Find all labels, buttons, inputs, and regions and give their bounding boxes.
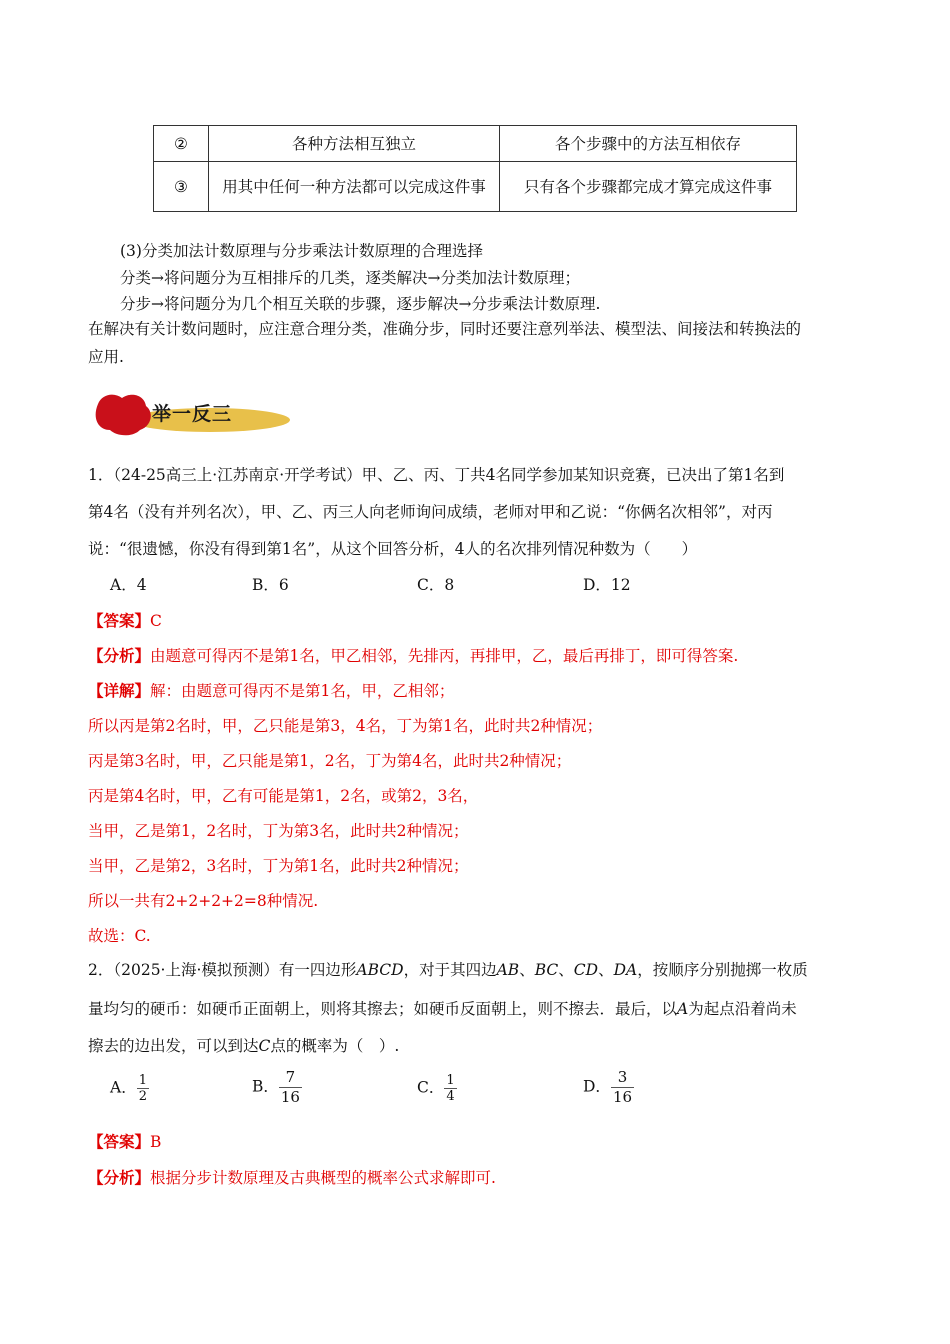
- detail-line: [88, 679, 454, 701]
- answer-value: B: [150, 1133, 162, 1151]
- detail-text: 解：由题意可得丙不是第1名，甲，乙相邻；: [150, 682, 455, 700]
- answer-line: [88, 609, 162, 631]
- table-cell: 各个步骤中的方法互相依存: [500, 126, 797, 162]
- table-cell: 各种方法相互独立: [209, 126, 500, 162]
- analysis-text: 根据分步计数原理及古典概型的概率公式求解即可.: [150, 1169, 496, 1187]
- solution-step: 当甲，乙是第2，3名时，丁为第1名，此时共2种情况；: [88, 857, 469, 875]
- section-title: (3)分类加法计数原理与分步乘法计数原理的合理选择: [120, 242, 483, 260]
- table-cell: 只有各个步骤都完成才算完成这件事: [500, 162, 797, 212]
- row-number: ③: [154, 162, 209, 212]
- solution-step: 丙是第4名时，甲，乙有可能是第1，2名，或第2，3名，: [88, 787, 479, 805]
- point-label: A: [677, 1000, 689, 1018]
- text-line: 分步→将问题分为几个相互关联的步骤，逐步解决→分步乘法计数原理.: [120, 295, 601, 313]
- text-line: 分类→将问题分为互相排斥的几类，逐类解决→分类加法计数原理；: [120, 269, 580, 287]
- option-c: C． $\frac{1}{4}$: [417, 1073, 455, 1104]
- option-a: A．4: [110, 576, 147, 594]
- comparison-table: [153, 125, 797, 212]
- fraction: $\frac{1}{2}$: [138, 1073, 147, 1104]
- option-a: A． $\frac{1}{2}$: [110, 1073, 147, 1104]
- section-banner: [92, 390, 292, 438]
- option-d: D．12: [583, 576, 631, 594]
- edge-label: DA: [613, 961, 638, 979]
- paragraph: 在解决有关计数问题时，应注意合理分类，准确分步，同时还要注意列举法、模型法、间接法和转换法的: [88, 320, 802, 338]
- table-row: [154, 162, 797, 212]
- paragraph: 应用.: [88, 348, 124, 366]
- banner-title: 举一反三: [152, 403, 233, 425]
- point-label: C: [258, 1037, 271, 1055]
- analysis-text: 由题意可得丙不是第1名，甲乙相邻，先排丙，再排甲，乙，最后再排丁，即可得答案.: [150, 647, 739, 665]
- question-1-text: 说：“很遗憾，你没有得到第1名”，从这个回答分析，4人的名次排列情况种数为（ ）: [88, 540, 698, 558]
- fraction: $\frac{1}{4}$: [446, 1073, 455, 1104]
- analysis-line: [88, 1166, 496, 1188]
- solution-step: 所以一共有2+2+2+2=8种情况.: [88, 892, 319, 910]
- solution-step: 所以丙是第2名时，甲，乙只能是第3，4名，丁为第1名，此时共2种情况；: [88, 717, 603, 735]
- answer-tag: 【答案】: [88, 611, 151, 630]
- solution-step: 当甲，乙是第1，2名时，丁为第3名，此时共2种情况；: [88, 822, 469, 840]
- edge-label: AB: [496, 961, 520, 979]
- solution-step: 故选：C.: [88, 927, 151, 945]
- option-b: B． $\frac{7}{16}$: [252, 1068, 300, 1106]
- analysis-tag: 【分析】: [88, 646, 151, 665]
- table-cell: 用其中任何一种方法都可以完成这件事: [209, 162, 500, 212]
- solution-step: 丙是第3名时，甲，乙只能是第1，2名，丁为第4名，此时共2种情况；: [88, 752, 572, 770]
- question-1-text: 第4名（没有并列名次），甲、乙、丙三人向老师询问成绩，老师对甲和乙说：“你俩名次相邻”，对丙: [88, 503, 773, 521]
- answer-value: C: [150, 612, 162, 630]
- question-2-text: 2．（2025·上海·模拟预测）有一四边形ABCD，对于其四边AB、BC、CD、DA，按顺序分别抛掷一枚质: [88, 961, 808, 979]
- question-1-text: 1．（24-25高三上·江苏南京·开学考试）甲、乙、丙、丁共4名同学参加某知识竞赛，已决出了第1名到: [88, 466, 785, 484]
- analysis-line: [88, 644, 738, 666]
- table-row: [154, 126, 797, 162]
- question-2-text: 量均匀的硬币：如硬币正面朝上，则将其擦去；如硬币反面朝上，则不擦去．最后，以A为起点沿着尚未: [88, 1000, 797, 1018]
- answer-line: [88, 1130, 161, 1152]
- answer-tag: 【答案】: [88, 1132, 151, 1151]
- fraction: $\frac{3}{16}$: [612, 1068, 633, 1106]
- edge-label: BC: [534, 961, 559, 979]
- edge-label: CD: [573, 961, 599, 979]
- fraction: $\frac{7}{16}$: [280, 1068, 300, 1106]
- question-2-text: 擦去的边出发，可以到达C点的概率为（ ）.: [88, 1037, 400, 1055]
- quad-name: ABCD: [356, 961, 404, 979]
- analysis-tag: 【分析】: [88, 1168, 151, 1187]
- option-b: B．6: [252, 576, 289, 594]
- detail-tag: 【详解】: [88, 681, 151, 700]
- option-c: C．8: [417, 576, 455, 594]
- option-d: D． $\frac{3}{16}$: [583, 1068, 633, 1106]
- row-number: ②: [154, 126, 209, 162]
